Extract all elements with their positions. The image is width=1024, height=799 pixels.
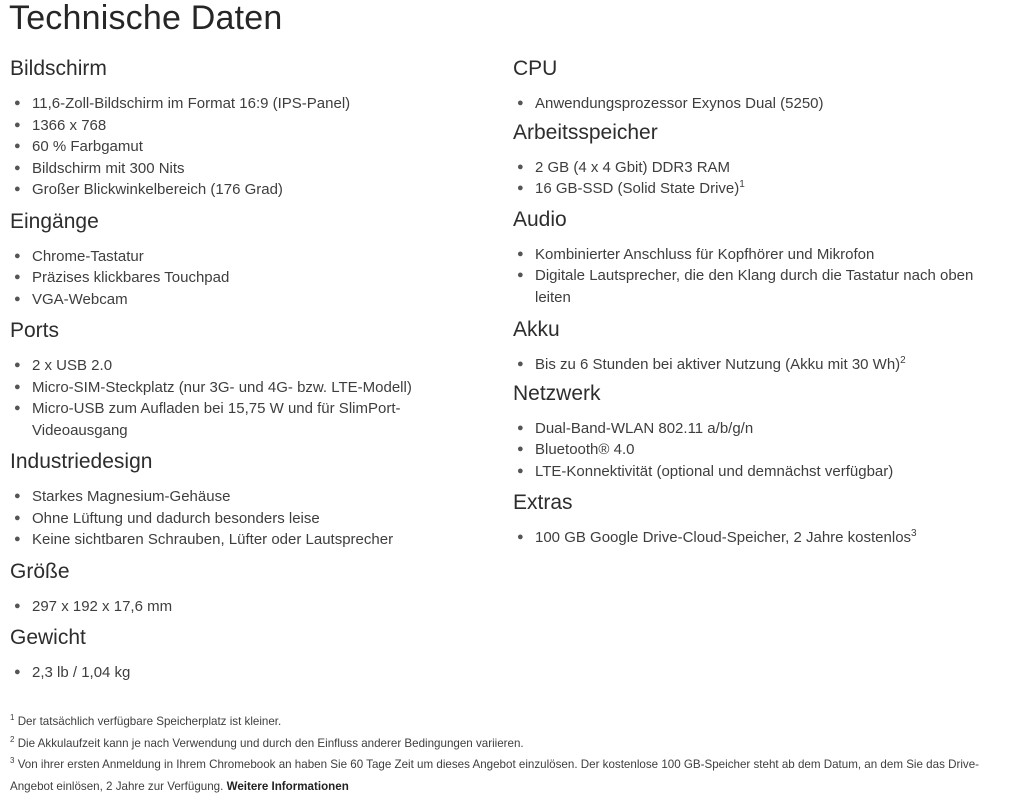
footnote-1 <box>10 711 1018 733</box>
spec-item <box>10 289 490 311</box>
bullet-icon: ● <box>14 359 21 371</box>
spec-item-text: Bis zu 6 Stunden bei aktiver Nutzung (Akku mit 30 Wh) <box>535 356 901 373</box>
footnote-text: Von ihrer ersten Anmeldung in Ihrem Chromebook an haben Sie 60 Tage Zeit um dieses Angebot einzulösen. Der kostenlose 100 GB-Speicher steht ab dem Datum, an dem Sie das Drive-Angebot einlösen, 2 Jahre zur Verfügung. <box>10 758 980 793</box>
spec-item-text: 60 % Farbgamut <box>32 138 143 155</box>
spec-list <box>10 486 490 551</box>
section-heading: Netzwerk <box>513 381 601 405</box>
page-title: Technische Daten <box>9 0 283 37</box>
spec-item-text: Micro-SIM-Steckplatz (nur 3G- und 4G- bzw. LTE-Modell) <box>32 378 412 396</box>
bullet-icon: ● <box>14 271 21 283</box>
spec-section-cpu <box>513 54 993 118</box>
section-heading: Akku <box>513 318 560 341</box>
bullet-icon: ● <box>517 182 524 194</box>
spec-list <box>513 527 993 549</box>
spec-section-groesse <box>10 557 490 624</box>
bullet-icon: ● <box>14 402 21 414</box>
footnote-number: 2 <box>10 734 15 744</box>
spec-item <box>10 267 490 289</box>
spec-list <box>10 93 490 201</box>
spec-item-text: Starkes Magnesium-Gehäuse <box>32 488 231 505</box>
spec-item <box>10 246 490 268</box>
bullet-icon: ● <box>14 140 21 152</box>
spec-item <box>513 93 993 115</box>
spec-list <box>513 93 993 115</box>
bullet-icon: ● <box>14 118 21 131</box>
spec-item <box>10 355 490 377</box>
spec-item <box>513 354 993 376</box>
spec-list <box>10 246 490 311</box>
spec-item-text: Chrome-Tastatur <box>32 247 144 265</box>
more-info-link[interactable]: Weitere Informationen <box>226 779 349 793</box>
bullet-icon: ● <box>14 490 21 502</box>
spec-item-text: Bluetooth® 4.0 <box>535 441 635 458</box>
spec-section-industriedesign <box>10 447 490 557</box>
bullet-icon: ● <box>14 599 21 612</box>
spec-list <box>513 157 993 200</box>
bullet-icon: ● <box>14 97 21 109</box>
spec-item-text: Kombinierter Anschluss für Kopfhörer und Mikrofon <box>535 245 875 263</box>
spec-list <box>10 355 490 441</box>
bullet-icon: ● <box>517 421 524 434</box>
footnote-ref: 1 <box>739 179 745 190</box>
spec-item-text: 2 x USB 2.0 <box>32 357 113 374</box>
footnote-text: Die Akkulaufzeit kann je nach Verwendung und durch den Einfluss anderer Bedingungen variieren. <box>17 736 524 750</box>
spec-item <box>513 418 993 440</box>
spec-item-text: Keine sichtbaren Schrauben, Lüfter oder Lautsprecher <box>32 531 394 548</box>
spec-item <box>10 596 490 618</box>
section-heading: Eingänge <box>10 209 99 233</box>
section-heading: Audio <box>513 207 567 231</box>
spec-item <box>10 93 490 115</box>
bullet-icon: ● <box>14 511 21 524</box>
bullet-icon: ● <box>14 183 21 195</box>
spec-item <box>513 178 993 200</box>
spec-item-text: Anwendungsprozessor Exynos Dual (5250) <box>535 95 824 112</box>
spec-item <box>10 377 490 399</box>
section-heading: Größe <box>10 559 70 583</box>
bullet-icon: ● <box>517 358 524 370</box>
bullet-icon: ● <box>517 443 524 455</box>
spec-item-text: 297 x 192 x 17,6 mm <box>32 597 173 615</box>
footnote-ref: 2 <box>900 355 906 366</box>
spec-item <box>10 486 490 508</box>
right-spec-column <box>513 54 993 555</box>
spec-item <box>513 265 993 308</box>
spec-item-text: Bildschirm mit 300 Nits <box>32 159 185 177</box>
section-heading: Ports <box>10 319 60 342</box>
spec-item-text: 11,6-Zoll-Bildschirm im Format 16:9 (IPS-Panel) <box>32 95 351 112</box>
spec-item <box>513 244 993 266</box>
section-heading: Gewicht <box>10 626 86 649</box>
spec-item <box>513 439 993 461</box>
footnote-text: Der tatsächlich verfügbare Speicherplatz ist kleiner. <box>17 715 282 728</box>
spec-item <box>10 136 490 158</box>
spec-item-text: VGA-Webcam <box>32 290 128 308</box>
footnote-number: 1 <box>10 713 15 723</box>
spec-item <box>10 115 490 137</box>
bullet-icon: ● <box>14 249 21 262</box>
spec-section-eingaenge <box>10 207 490 317</box>
spec-item-text: 2 GB (4 x 4 Gbit) DDR3 RAM <box>535 158 731 176</box>
bullet-icon: ● <box>517 464 524 477</box>
spec-item <box>10 158 490 180</box>
footnote-3 <box>10 754 1018 797</box>
spec-section-audio <box>513 205 993 316</box>
section-heading: CPU <box>513 57 558 80</box>
spec-list <box>513 354 993 376</box>
spec-item-text: Digitale Lautsprecher, die den Klang durch die Tastatur nach oben leiten <box>535 267 974 306</box>
spec-item-text: Ohne Lüftung und dadurch besonders leise <box>32 509 320 527</box>
bullet-icon: ● <box>517 531 524 543</box>
bullet-icon: ● <box>517 160 524 173</box>
spec-item-text: Präzises klickbares Touchpad <box>32 269 230 286</box>
bullet-icon: ● <box>14 292 21 305</box>
bullet-icon: ● <box>14 533 21 545</box>
spec-item <box>10 398 490 441</box>
section-heading: Bildschirm <box>10 57 107 80</box>
bullet-icon: ● <box>517 247 524 260</box>
bullet-icon: ● <box>517 269 524 281</box>
spec-section-akku <box>513 315 993 379</box>
spec-section-ports <box>10 316 490 447</box>
bullet-icon: ● <box>14 380 21 393</box>
bullet-icon: ● <box>517 97 524 109</box>
footnote-2 <box>10 733 1018 755</box>
spec-list <box>513 418 993 483</box>
spec-item-text: 16 GB-SSD (Solid State Drive) <box>535 180 740 197</box>
section-heading: Arbeitsspeicher <box>513 120 658 144</box>
spec-section-arbeitsspeicher <box>513 118 993 205</box>
spec-item-text: 2,3 lb / 1,04 kg <box>32 664 131 681</box>
spec-list <box>10 596 490 618</box>
spec-list <box>10 662 490 684</box>
bullet-icon: ● <box>14 161 21 174</box>
spec-item-text: Dual-Band-WLAN 802.11 a/b/g/n <box>535 419 754 437</box>
left-spec-column <box>10 54 490 690</box>
section-heading: Industriedesign <box>10 450 153 473</box>
bullet-icon: ● <box>14 666 21 678</box>
spec-section-gewicht <box>10 623 490 690</box>
spec-section-netzwerk <box>513 379 993 489</box>
footnote-number: 3 <box>10 756 15 766</box>
spec-item <box>10 179 490 201</box>
spec-item <box>513 461 993 483</box>
spec-item <box>513 527 993 549</box>
spec-item <box>513 157 993 179</box>
spec-item <box>10 529 490 551</box>
footnotes <box>10 711 1018 797</box>
spec-list <box>513 244 993 309</box>
spec-item <box>10 662 490 684</box>
spec-item-text: 100 GB Google Drive-Cloud-Speicher, 2 Jahre kostenlos <box>535 529 912 546</box>
spec-item-text: Micro-USB zum Aufladen bei 15,75 W und für SlimPort-Videoausgang <box>32 400 401 439</box>
spec-section-bildschirm <box>10 54 490 207</box>
spec-item-text: LTE-Konnektivität (optional und demnächst verfügbar) <box>535 462 894 480</box>
spec-item <box>10 508 490 530</box>
spec-item-text: 1366 x 768 <box>32 116 107 134</box>
spec-section-extras <box>513 488 993 555</box>
section-heading: Extras <box>513 491 573 514</box>
spec-item-text: Großer Blickwinkelbereich (176 Grad) <box>32 181 283 198</box>
footnote-ref: 3 <box>911 528 917 539</box>
